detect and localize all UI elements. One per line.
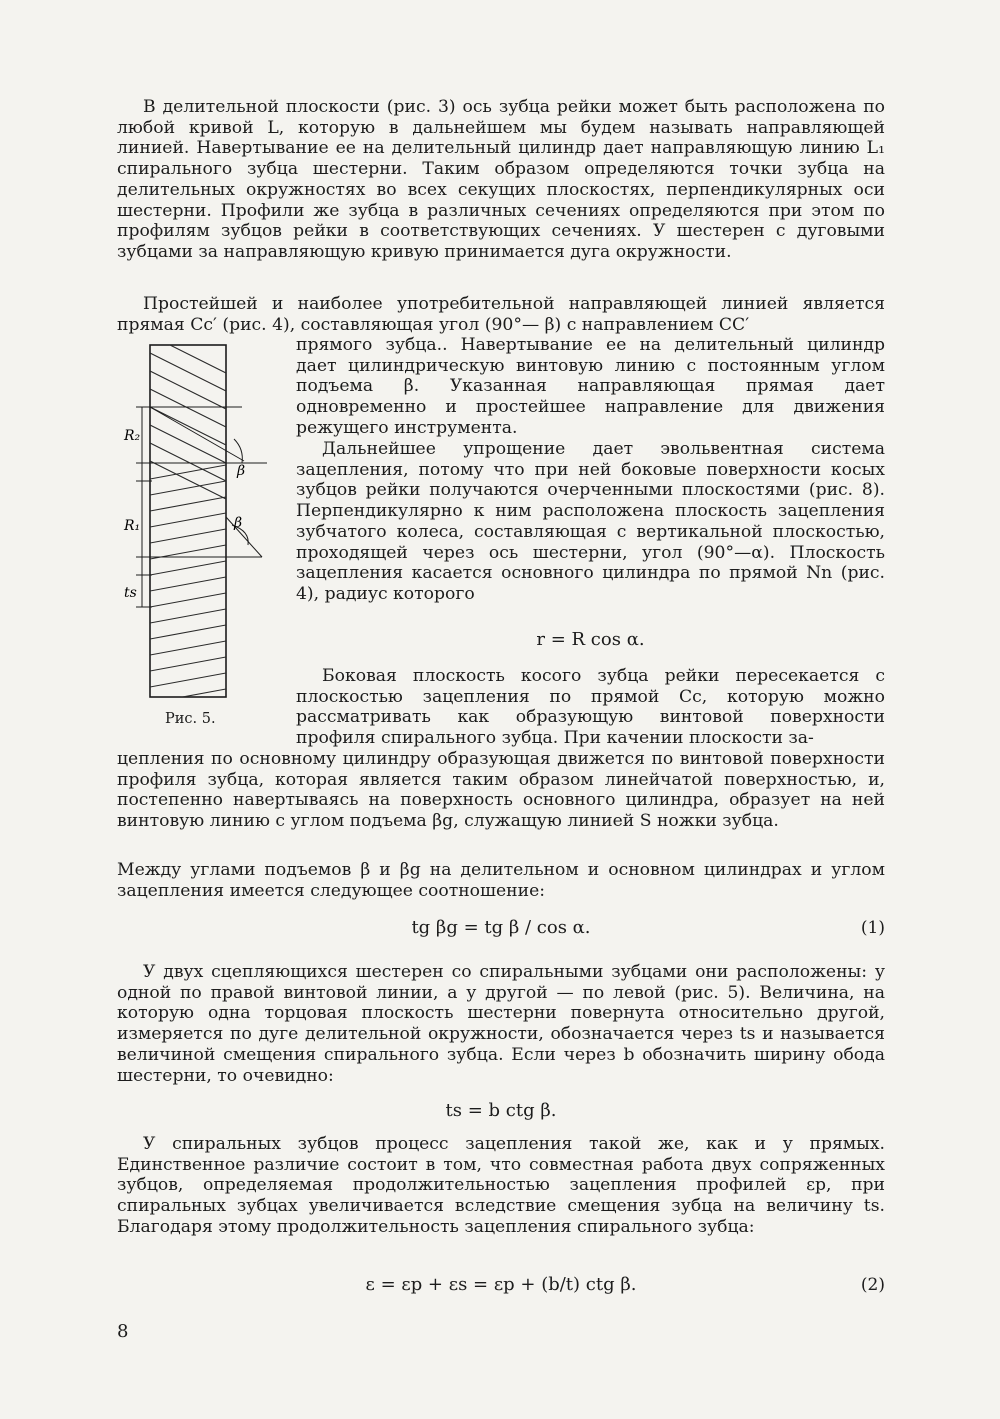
figure-label-beta-top: β	[237, 463, 246, 479]
equation-number-1: (1)	[860, 918, 885, 938]
page-number: 8	[117, 1321, 129, 1342]
dimension-lines	[136, 407, 267, 607]
formula-radius: r = R cos α.	[536, 629, 645, 650]
figure-helical-gear	[112, 335, 287, 705]
formula-shift: ts = b ctg β.	[445, 1100, 557, 1121]
figure-label-beta-bottom: β	[234, 515, 243, 531]
paragraph: цепления по основному цилиндру образующая движется по винтовой поверхности профиля зубца, которая является таким образом линейчатой поверхностью, и, постепенно навертываясь на поверхность основного цилиндра, образует на ней винтовую линию с углом подъема βg, служащую линией S ножки зубца.	[117, 749, 885, 832]
paragraph: Простейшей и наиболее употребительной направляющей линией является прямая Cc′ (рис. 4), составляющая угол (90°— β) с направлением CC′	[117, 294, 885, 335]
formula-2: ε = εp + εs = εp + (b/t) ctg β.	[365, 1274, 637, 1295]
gear-rim-outline	[150, 345, 226, 697]
paragraph: Дальнейшее упрощение дает эвольвентная система зацепления, потому что при ней боковые поверхности косых зубцов рейки получаются очерченными плоскостями (рис. 8). Перпендикулярно к ним расположена плоскость зацепления зубчатого колеса, составляющая с вертикальной плоскостью, проходящей через ось шестерни, угол (90°—α). Плоскость зацепления касается основного цилиндра по прямой Nn (рис. 4), радиус которого	[296, 439, 885, 604]
figure-label-ts: ts	[124, 585, 137, 601]
figure-label-r2: R₂	[124, 428, 141, 444]
paragraph: В делительной плоскости (рис. 3) ось зубца рейки может быть расположена по любой кривой L, которую в дальнейшем мы будем называть направляющей линией. Навертывание ее на делительный цилиндр дает направляющую линию L₁ спирального зубца шестерни. Таким образом определяются точки зубца на делительных окружностях во всех секущих плоскостях, перпендикулярных оси шестерни. Профили же зубца в различных сечениях определяются при этом по профилям зубцов рейки в соответствующих сечениях. У шестерен с дуговыми зубцами за направляющую кривую принимается дуга окружности.	[117, 97, 885, 262]
figure-label-r1: R₁	[124, 518, 141, 534]
paragraph: У спиральных зубцов процесс зацепления такой же, как и у прямых. Единственное различие состоит в том, что совместная работа двух сопряженных зубцов, определяемая продолжительностью зацепления профилей εp, при спиральных зубцах увеличивается вследствие смещения зубца на величину ts. Благодаря этому продолжительность зацепления спирального зубца:	[117, 1134, 885, 1237]
figure-caption: Рис. 5.	[165, 711, 216, 727]
paragraph: прямого зубца.. Навертывание ее на делительный цилиндр дает цилиндрическую винтовую линию с постоянным углом подъема β. Указанная направляющая прямая дает одновременно и простейшее направление для движения режущего инструмента.	[296, 335, 885, 438]
formula-1: tg βg = tg β / cos α.	[411, 917, 591, 938]
paragraph: Боковая плоскость косого зубца рейки пересекается с плоскостью зацепления по прямой Cc, которую можно рассматривать как образующую винтовой поверхности профиля спирального зубца. При качении плоскости за-	[296, 666, 885, 749]
paragraph: У двух сцепляющихся шестерен со спиральными зубцами они расположены: у одной по правой винтовой линии, а у другой — по левой (рис. 5). Величина, на которую одна торцовая плоскость шестерни повернута относительно другой, измеряется по дуге делительной окружности, обозначается через ts и называется величиной смещения спирального зубца. Если через b обозначить ширину обода шестерни, то очевидно:	[117, 962, 885, 1086]
helical-teeth-hatching	[150, 335, 226, 703]
equation-number-2: (2)	[860, 1275, 885, 1295]
paragraph: Между углами подъемов β и βg на делительном и основном цилиндрах и углом зацепления имеется следующее соотношение:	[117, 860, 885, 901]
